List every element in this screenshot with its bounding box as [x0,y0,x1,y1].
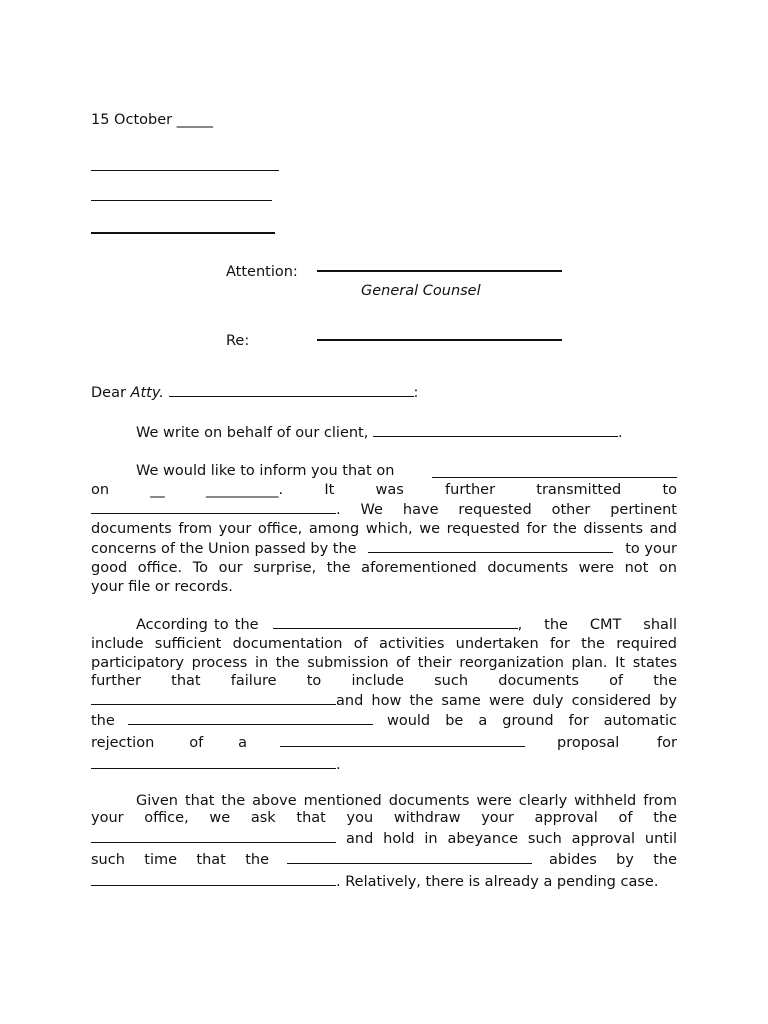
p2-line-5 [91,540,677,559]
p3-line-5 [91,692,677,711]
p3-line-1 [136,616,677,635]
p2-word: further [445,482,496,498]
re-label: Re: [226,333,250,349]
p2-word: transmitted [536,482,622,498]
p2-line-4: documents from your office, among which, we requested for the dissents and [91,521,677,537]
p2-line-3 [91,501,677,520]
p3-line-5-text: and how the same were duly considered by [336,693,677,709]
p4-line-2: your office, we ask that you withdraw your approval of the [91,810,677,826]
plan-blank [280,734,525,747]
p2-word: to [662,482,677,498]
p2-word: __ [150,482,165,498]
p2-line-5-end: to your [625,541,677,557]
p2-line-3-text: . We have requested other pertinent [336,502,677,518]
attention-label: Attention: [226,264,298,280]
p3-line-1-text: According to the [136,617,259,633]
p3-line-7-end: proposal for [557,735,677,751]
p2-line-5-text: concerns of the Union passed by the [91,541,357,557]
p4-line-4 [91,851,677,870]
consideration-blank [128,712,373,725]
party-blank [287,851,532,864]
p2-word: was [375,482,404,498]
address-line-1 [91,170,279,171]
p1-end: . [617,425,623,441]
p3-line-8 [91,756,341,775]
address-line-2 [91,200,272,201]
atty-title: Atty. [130,385,164,401]
p3-line-6-end: would be a ground for automatic [386,713,677,729]
p1-text: We write on behalf of our client, [136,425,369,441]
p3-line-7 [91,734,677,753]
p4-line-3-text: and hold in abeyance such approval until [346,831,677,847]
rule-blank [91,873,336,886]
atty-name-blank [169,384,414,397]
p3-line-6-text: the [91,713,115,729]
p2-line-1-text: We would like to inform you that on [136,463,395,479]
p3-line-7-text: rejection of a [91,735,247,751]
p4-line-4-text: such time that the [91,852,269,868]
union-body-blank [368,540,613,553]
p4-line-3 [91,830,677,849]
p3-line-4: further that failure to include such documents of the [91,673,677,689]
dear-prefix: Dear [91,385,126,401]
approval-blank [91,830,336,843]
p2-word: on [91,482,110,498]
dear-suffix: : [413,385,419,401]
p4-line-1: Given that the above mentioned documents were clearly withheld from [136,793,677,809]
general-counsel-label: General Counsel [361,283,481,299]
p3-line-8-end: . [336,757,341,773]
regulation-blank [273,616,518,629]
p2-line-6: good office. To our surprise, the aforementioned documents were not on [91,560,677,576]
p4-line-4-end: abides by the [549,852,677,868]
p4-line-5 [91,873,658,892]
p2-line-7: your file or records. [91,579,233,595]
address-line-3 [91,232,275,234]
p4-line-5-text: . Relatively, there is already a pending case. [336,874,659,890]
p3-line-3: participatory process in the submission of their reorganization plan. It states [91,655,677,671]
attention-blank [317,270,562,272]
p3-line-6 [91,712,677,731]
p2-word: It [324,482,335,498]
recipient-blank [91,501,336,514]
purpose-blank [91,756,336,769]
p3-line-1-end: , the CMT shall [517,617,677,633]
re-blank [317,339,562,341]
documents-blank [91,692,336,705]
p3-line-2: include sufficient documentation of activities undertaken for the required [91,636,677,652]
p2-line-2 [91,481,677,500]
letter-date: 15 October _____ [91,112,213,128]
client-name-blank [373,424,618,437]
p2-word: __________. [206,482,284,498]
paragraph-1 [136,424,623,443]
date-blank [432,465,677,478]
p2-line-1 [136,462,677,481]
salutation [91,384,418,403]
